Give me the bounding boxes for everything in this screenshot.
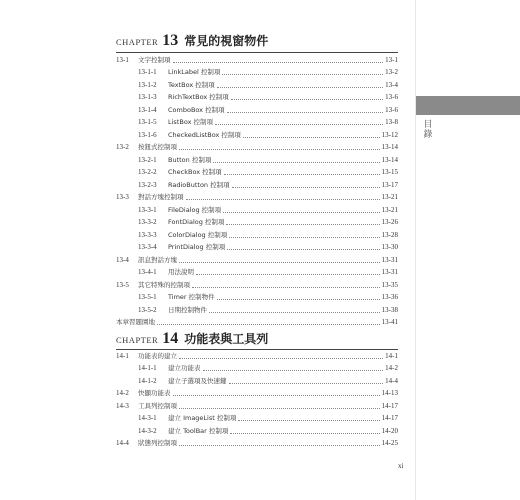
toc-entry-number: 13-3-1 (138, 205, 157, 214)
toc-entry (116, 127, 398, 140)
toc-entry-page: 13-4 (385, 80, 398, 89)
toc-entry-page: 14-1 (385, 351, 398, 360)
chapter-word: CHAPTER (116, 37, 159, 47)
toc-entry-page: 14-13 (381, 389, 398, 397)
toc-entry (116, 423, 398, 436)
dot-leader (186, 198, 380, 200)
dot-leader (179, 261, 380, 263)
toc-entry-page: 13-41 (381, 318, 398, 326)
toc-entry-page: 14-17 (381, 414, 398, 422)
toc-entry-title: CheckedListBox 控制項 (168, 130, 241, 139)
toc-entry-title: 建立 ToolBar 控制項 (168, 426, 229, 435)
toc-entry-number: 14-1-1 (138, 364, 157, 372)
toc-entry (116, 315, 398, 328)
toc-entry-number: 14-4 (116, 439, 129, 447)
dot-leader (157, 323, 380, 325)
toc-entry-title: 訊息對話方塊 (138, 255, 177, 264)
toc-entry-page: 13-14 (381, 155, 398, 164)
toc-entry-number: 14-1-2 (138, 376, 157, 385)
toc-entry (116, 190, 398, 203)
toc-entry-number: 14-3-1 (138, 414, 157, 422)
toc-entry (116, 290, 398, 303)
toc-entry-number: 13-2-3 (138, 180, 157, 189)
dot-leader (203, 369, 384, 371)
dot-leader (217, 86, 383, 88)
dot-leader (179, 407, 380, 409)
toc-entry-title: 建立子選項及快速鍵 (168, 376, 227, 385)
dot-leader (215, 123, 383, 125)
toc-entry-page: 14-2 (385, 364, 398, 372)
toc-entry-page: 13-6 (385, 93, 398, 101)
toc-entry (116, 252, 398, 265)
toc-entry-page: 14-20 (381, 426, 398, 435)
toc-entry-page: 13-36 (381, 293, 398, 301)
toc-entry-number: 13-3 (116, 193, 129, 201)
toc-entry-title: FileDialog 控制項 (168, 205, 222, 214)
toc-entry-page: 13-21 (381, 193, 398, 201)
toc-entry-page: 13-2 (385, 68, 398, 76)
chapter-number: 13 (162, 32, 179, 49)
toc-entry (116, 436, 398, 449)
toc-entry-page: 14-4 (385, 376, 398, 385)
toc-entry (116, 227, 398, 240)
toc-entry-title: RadioButton 控制項 (168, 180, 230, 189)
toc-entry-number: 13-4-1 (138, 268, 157, 276)
toc-entry (116, 240, 398, 253)
dot-leader (196, 273, 380, 275)
dot-leader (230, 432, 379, 434)
toc-entry-number: 13-1-6 (138, 130, 157, 139)
toc-entry-page: 13-31 (381, 268, 398, 276)
toc-entry (116, 177, 398, 190)
chapter-word: CHAPTER (116, 335, 159, 345)
toc-entry (116, 348, 398, 361)
dot-leader (179, 444, 380, 446)
toc-entry-number: 13-1 (116, 55, 129, 64)
chapter-number: 14 (162, 330, 179, 347)
toc-entry-number: 14-1 (116, 351, 129, 360)
toc-entry (116, 152, 398, 165)
dot-leader (243, 136, 380, 138)
toc-entry-title: 本章習題園地 (116, 318, 155, 326)
toc-entry-page: 13-30 (381, 243, 398, 251)
toc-entry (116, 90, 398, 103)
dot-leader (192, 286, 380, 288)
toc-entry-title: CheckBox 控制項 (168, 168, 222, 176)
toc-entry-number: 13-1-3 (138, 93, 157, 101)
toc-entry-page: 13-31 (381, 255, 398, 264)
toc-entry-title: 對話方塊控制項 (138, 193, 184, 201)
dot-leader (232, 186, 380, 188)
toc-entry-title: ListBox 控制項 (168, 118, 214, 126)
toc-entry-title: 狀態列控制項 (138, 439, 177, 447)
dot-leader (217, 298, 380, 300)
toc-entry (116, 398, 398, 411)
toc-entry (116, 140, 398, 153)
chapter-title: 常見的視窗物件 (184, 34, 269, 48)
toc-entry-title: 功能表的建立 (138, 351, 177, 360)
dot-leader (179, 148, 380, 150)
toc-entry-title: 工具列控制項 (138, 401, 177, 410)
toc-entry (116, 202, 398, 215)
dot-leader (238, 419, 379, 421)
toc-entry-page: 14-25 (381, 439, 398, 447)
toc-list (116, 348, 398, 448)
toc-entry-title: FontDialog 控制項 (168, 218, 225, 226)
chapter-heading (116, 32, 406, 50)
toc-entry-page: 13-14 (381, 143, 398, 151)
toc-entry-page: 13-8 (385, 118, 398, 126)
toc-entry-number: 13-1-5 (138, 118, 157, 126)
dot-leader (229, 382, 384, 384)
dot-leader (226, 223, 379, 225)
toc-entry-title: ColorDialog 控制項 (168, 230, 228, 239)
toc-entry-title: PrintDialog 控制項 (168, 243, 226, 251)
toc-entry-title: RichTextBox 控制項 (168, 93, 229, 101)
toc-entry-title: 建立 ImageList 控制項 (168, 414, 237, 422)
toc-entry-number: 13-3-2 (138, 218, 157, 226)
toc-entry-title: 按鈕式控制項 (138, 143, 177, 151)
toc-entry-title: ComboBox 控制項 (168, 105, 225, 114)
toc-entry-number: 13-5 (116, 280, 129, 289)
toc-entry-title: 建立功能表 (168, 364, 201, 372)
chapter-heading (116, 330, 406, 348)
toc-entry (116, 52, 398, 65)
toc-entry-title: 用法說明 (168, 268, 194, 276)
toc-entry (116, 215, 398, 228)
toc-entry (116, 302, 398, 315)
toc-entry-title: 日期控制物件 (168, 305, 207, 314)
section-tab (416, 96, 520, 115)
dot-leader (224, 173, 380, 175)
toc-entry-title: 文字控制項 (138, 55, 171, 64)
toc-entry-number: 13-2-1 (138, 155, 157, 164)
toc-entry (116, 373, 398, 386)
toc-entry-number: 13-3-3 (138, 230, 157, 239)
page-edge-rule (415, 0, 416, 500)
toc-entry-page: 13-1 (385, 55, 398, 64)
toc-entry-number: 14-3-2 (138, 426, 157, 435)
toc-entry (116, 265, 398, 278)
dot-leader (213, 161, 379, 163)
dot-leader (229, 236, 379, 238)
toc-entry-page: 14-17 (381, 401, 398, 410)
toc-entry (116, 386, 398, 399)
toc-entry-page: 13-21 (381, 205, 398, 214)
toc-entry-number: 13-3-4 (138, 243, 157, 251)
chapter-title: 功能表與工具列 (184, 332, 269, 346)
toc-entry-number: 13-4 (116, 255, 129, 264)
toc-entry-number: 14-3 (116, 401, 129, 410)
toc-entry-title: Button 控制項 (168, 155, 212, 164)
toc-entry-title: Timer 控制物件 (168, 293, 215, 301)
dot-leader (209, 311, 380, 313)
toc-list (116, 52, 398, 327)
side-label: 目 錄 (423, 120, 433, 140)
dot-leader (223, 211, 380, 213)
dot-leader (222, 73, 383, 75)
page-folio: xi (398, 462, 404, 470)
dot-leader (179, 357, 383, 359)
toc-entry-title: LinkLabel 控制項 (168, 68, 221, 76)
toc-entry-page: 13-6 (385, 105, 398, 114)
toc-entry (116, 411, 398, 424)
toc-entry-number: 13-5-2 (138, 305, 157, 314)
toc-entry-page: 13-17 (381, 180, 398, 189)
toc-entry-title: 快顯功能表 (138, 389, 171, 397)
toc-entry (116, 115, 398, 128)
dot-leader (173, 394, 380, 396)
toc-entry-page: 13-38 (381, 305, 398, 314)
toc-entry (116, 361, 398, 374)
toc-entry-number: 13-2-2 (138, 168, 157, 176)
toc-entry (116, 77, 398, 90)
toc-entry (116, 65, 398, 78)
toc-entry-page: 13-15 (381, 168, 398, 176)
toc-entry-number: 13-5-1 (138, 293, 157, 301)
toc-entry-number: 14-2 (116, 389, 129, 397)
dot-leader (227, 111, 384, 113)
toc-entry (116, 165, 398, 178)
toc-entry-page: 13-12 (381, 130, 398, 139)
dot-leader (231, 98, 383, 100)
toc-entry-number: 13-2 (116, 143, 129, 151)
toc-entry-page: 13-35 (381, 280, 398, 289)
dot-leader (227, 248, 379, 250)
toc-entry (116, 277, 398, 290)
toc-entry (116, 102, 398, 115)
toc-entry-title: 其它特殊的控制項 (138, 280, 190, 289)
toc-entry-page: 13-26 (381, 218, 398, 226)
dot-leader (173, 61, 384, 63)
toc-entry-number: 13-1-2 (138, 80, 157, 89)
toc-entry-title: TextBox 控制項 (168, 80, 215, 89)
toc-entry-page: 13-28 (381, 230, 398, 239)
toc-entry-number: 13-1-1 (138, 68, 157, 76)
toc-entry-number: 13-1-4 (138, 105, 157, 114)
